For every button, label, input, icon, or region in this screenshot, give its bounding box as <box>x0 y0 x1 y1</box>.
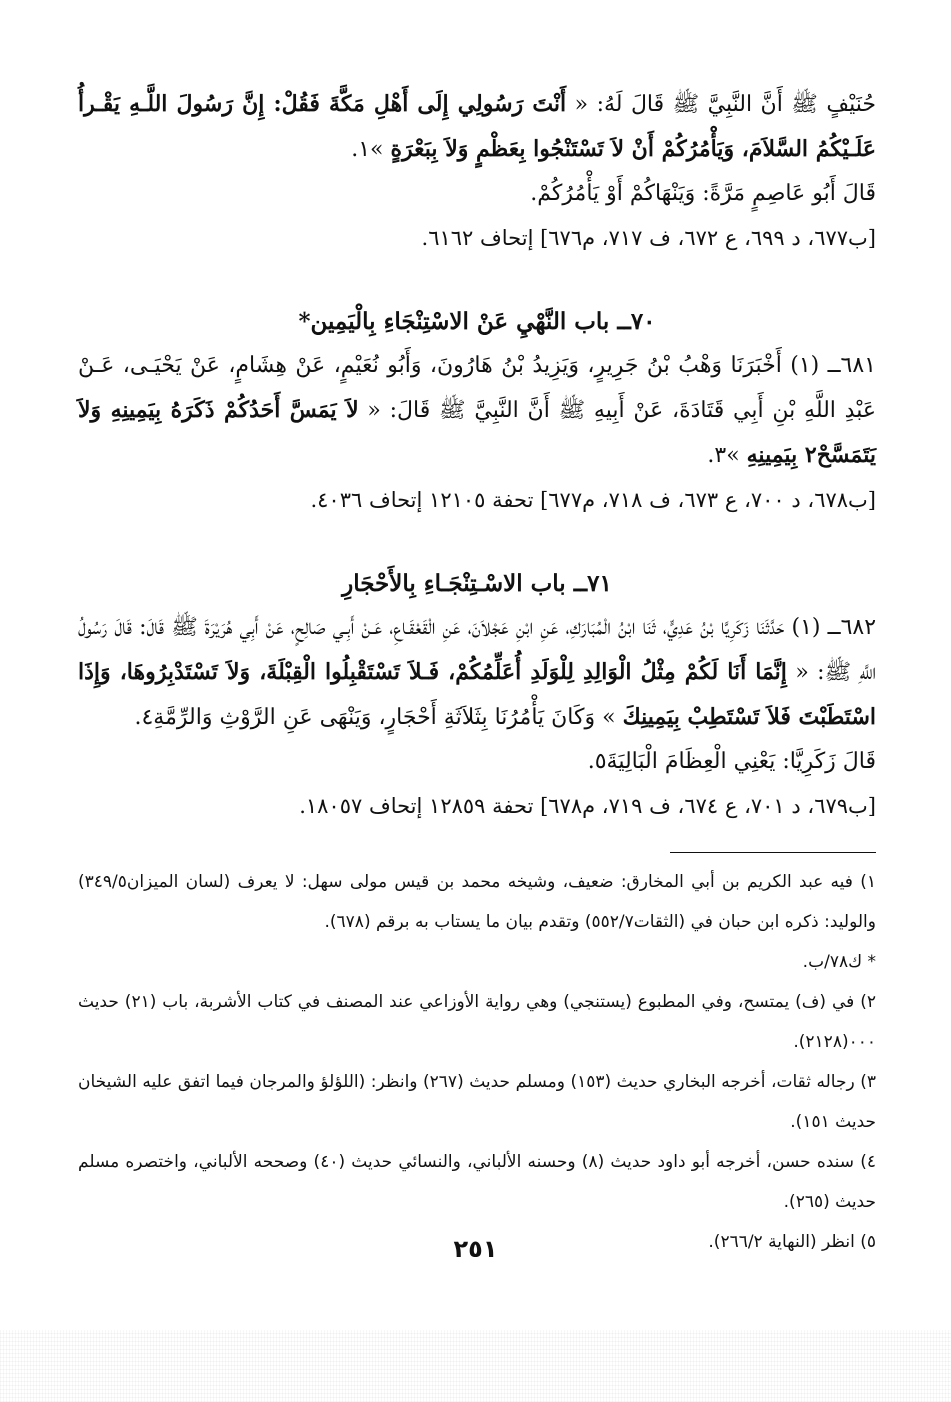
hadith-682 <box>78 606 876 740</box>
hadith-text-end: »١. <box>351 137 391 162</box>
page-number: ٢٥١ <box>453 1235 498 1263</box>
hadith-681 <box>78 344 876 478</box>
hadith-text-end: » وَكَانَ يَأْمُرُنَا بِثَلاَثَةِ أَحْجَارٍ، وَيَنْهَى عَنِ الرَّوْثِ وَالرِّمَّةِ٤. <box>134 705 623 730</box>
hadith-isnad: ٦٨٢ــ (١) حَدَّثَنَا زَكَرِيَّا بْنُ عَدِيٍّ، ثَنَا ابْنُ الْمُبَارَكِ، عَنِ ابْنِ عَجْلاَنَ، عَنِ الْقَعْقَـاعِ، عَـنْ أَبِـي صَالِحٍ، عَنْ أَبِي هُرَيْرَةَ ﷺ قَالَ: قَالَ رَسُولُ اللَّهِ ﷺ: « <box>78 615 877 685</box>
hadith-680-ending <box>78 82 876 172</box>
reference-line: [ب٦٧٧، د ٦٩٩، ع ٦٧٢، ف ٧١٧، م٦٧٦] إتحاف ٦١٦٢. <box>421 226 876 250</box>
hadith-text: حُنَيْفٍ ﷺ أَنَّ النَّبِيَّ ﷺ قَالَ لَهُ: « <box>566 92 876 117</box>
chapter-heading-71: ٧١ــ باب الاسْـتِنْجَـاءِ بِالأَحْجَارِ <box>342 570 612 597</box>
chapter-heading-70: ٧٠ــ باب النَّهْيِ عَنْ الاسْتِنْجَاءِ بِالْيَمِين* <box>298 308 656 335</box>
footnotes <box>78 862 876 1262</box>
hadith-matn-bold: إِنَّمَا أَنَا لَكُمْ مِثْلُ الْوَالِدِ لِلْوَلَدِ أُعَلِّمُكُمْ، فَـلاَ تَسْتَقْبِلُوا الْقِبْلَةَ، وَلاَ تَسْتَدْبِرُوهَا، وَإِذَا اسْتَطَبْتَ فَلاَ تَسْتَطِبْ بِيَمِينِكَ <box>78 659 876 730</box>
hadith-text-end: »٣. <box>707 443 747 468</box>
scan-noise <box>0 1330 951 1402</box>
reference-line: [ب٦٧٩، د ٧٠١، ع ٦٧٤، ف ٧١٩، م٦٧٨] تحفة ١٢٨٥٩ إتحاف ١٨٠٥٧. <box>299 794 876 818</box>
footnote-4: ٤) سنده حسن، أخرجه أبو داود حديث (٨) وحسنه الألباني، والنسائي حديث (٤٠) وصححه الألباني، واختصره مسلم حديث (٢٦٥). <box>78 1152 876 1212</box>
zakariya-note: قَالَ زَكَرِيَّا: يَعْنِي الْعِظَامَ الْبَالِيَةَ٥. <box>587 749 876 774</box>
footnote-1: ١) فيه عبد الكريم بن أبي المخارق: ضعيف، وشيخه محمد بن قيس مولى سهل: لا يعرف (لسان الميزان٣٤٩/٥) والوليد: ذكره ابن حبان في (الثقات٥٥٢/٧) وتقدم بيان ما يستاب به برقم (٦٧٨). <box>78 872 876 932</box>
main-text <box>78 82 876 828</box>
footnote-star: * ك٧٨/ب. <box>802 952 876 972</box>
reference-line: [ب٦٧٨، د ٧٠٠، ع ٦٧٣، ف ٧١٨، م٦٧٧] تحفة ١٢١٠٥ إتحاف ٤٠٣٦. <box>310 488 876 512</box>
hadith-isnad: ٦٨١ــ (١) أَخْبَرَنَا وَهْبُ بْنُ جَرِيرٍ، وَيَزِيدُ بْنُ هَارُونَ، وَأَبُو نُعَيْمٍ، عَنْ هِشَامٍ، عَنْ يَحْيَـى، عَـنْ عَبْدِ اللَّهِ بْنِ أَبِي قَتَادَةَ، عَنْ أَبِيهِ ﷺ أَنَّ النَّبِيَّ ﷺ قَالَ: « <box>78 353 876 423</box>
footnote-3: ٣) رجاله ثقات، أخرجه البخاري حديث (١٥٣) ومسلم حديث (٢٦٧) وانظر: (اللؤلؤ والمرجان فيما اتفق عليه الشيخان حديث ١٥١). <box>78 1072 876 1132</box>
hadith-matn-bold: أَنْتَ رَسُولِي إِلَى أَهْلِ مَكَّةَ فَقُلْ: إِنَّ رَسُولَ اللَّـهِ يَقْـرأُ عَلَـيْكُمُ السَّلاَمَ، وَيَأْمُرُكُمْ أَنْ لاَ تَسْتَنْجُوا بِعَظْمٍ وَلاَ بِبَعْرَةٍ <box>78 91 876 162</box>
hadith-matn-bold: لاَ يَمَسَّ أَحَدُكُمْ ذَكَرَهُ بِيَمِينِهِ وَلاَ يَتَمَسَّحْ٢ بِيَمِينِهِ <box>78 397 876 468</box>
abu-asim-note: قَالَ أَبُو عَاصِمٍ مَرَّةً: وَيَنْهَاكُمْ أَوْ يَأْمُرُكُمْ. <box>530 181 876 206</box>
footnote-divider <box>670 852 876 853</box>
footnote-5: ٥) انظر (النهاية ٢٦٦/٢). <box>708 1232 876 1252</box>
footnote-2: ٢) في (ف) يمتسح، وفي المطبوع (يستنجي) وهي رواية الأوزاعي عند المصنف في كتاب الأشربة، باب (٢١) حديث ٠٠٠(٢١٢٨). <box>78 992 876 1052</box>
